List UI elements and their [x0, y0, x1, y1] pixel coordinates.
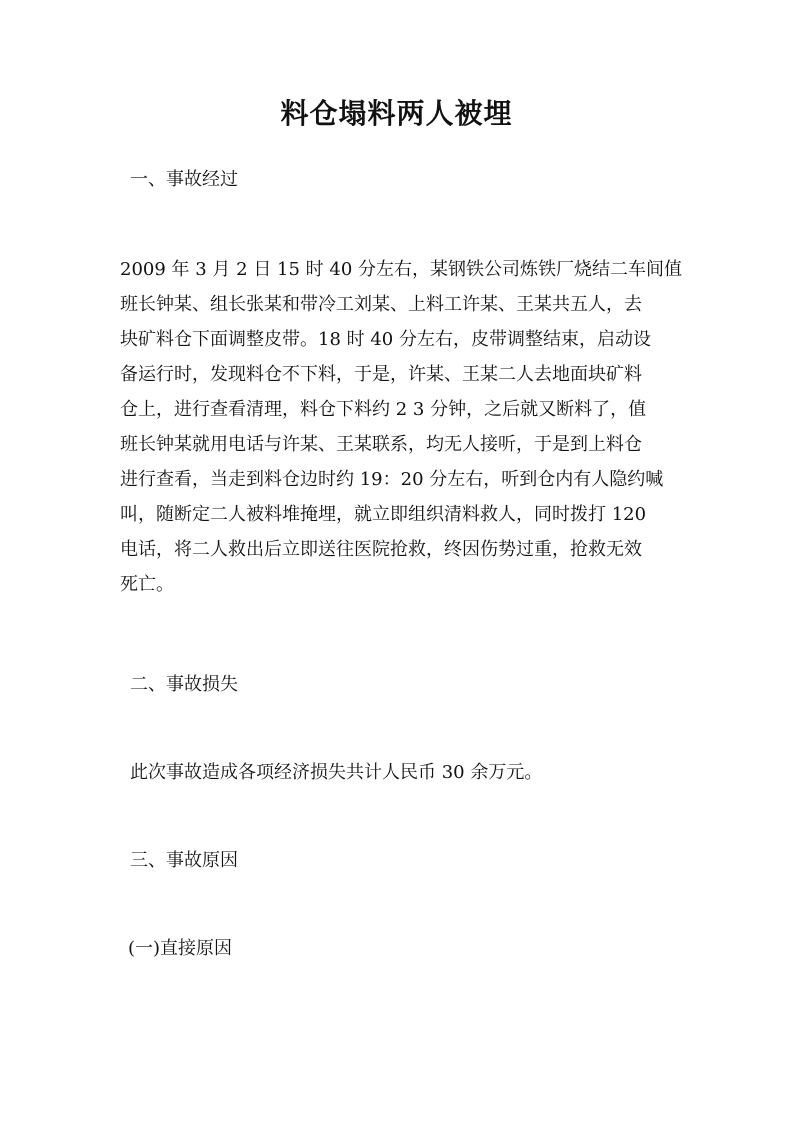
section-paragraph-accident-loss: 此次事故造成各项经济损失共计人民币 30 余万元。: [130, 762, 543, 783]
paragraph-line: 块矿料仓下面调整皮带。18 时 40 分左右，皮带调整结束，启动设: [120, 329, 651, 350]
paragraph-line: 2009 年 3 月 2 日 15 时 40 分左右，某钢铁公司炼铁厂烧结二车间值: [120, 259, 683, 280]
paragraph-line: 电话，将二人救出后立即送往医院抢救，终因伤势过重，抢救无效: [120, 539, 642, 560]
paragraph-line: 死亡。: [120, 574, 174, 595]
section-paragraph-accident-process: [120, 252, 683, 602]
paragraph-line: 仓上，进行查看清理，料仓下料约 2 3 分钟，之后就又断料了，值: [120, 399, 647, 420]
section-heading-accident-cause: 三、事故原因: [130, 850, 238, 871]
paragraph-line: 进行查看，当走到料仓边时约 19：20 分左右，听到仓内有人隐约喊: [120, 469, 664, 490]
paragraph-line: 备运行时，发现料仓不下料，于是，许某、王某二人去地面块矿料: [120, 364, 642, 385]
subsection-heading-direct-cause: (一)直接原因: [128, 938, 233, 959]
paragraph-line: 班长钟某、组长张某和带冷工刘某、上料工许某、王某共五人，去: [120, 294, 642, 315]
paragraph-line: 班长钟某就用电话与许某、王某联系，均无人接听，于是到上料仓: [120, 434, 642, 455]
document-title: 料仓塌料两人被埋: [280, 97, 513, 130]
section-heading-accident-loss: 二、事故损失: [130, 674, 238, 695]
section-heading-accident-process: 一、事故经过: [130, 169, 238, 190]
paragraph-line: 叫，随断定二人被料堆掩埋，就立即组织清料救人，同时拨打 120: [120, 504, 647, 525]
